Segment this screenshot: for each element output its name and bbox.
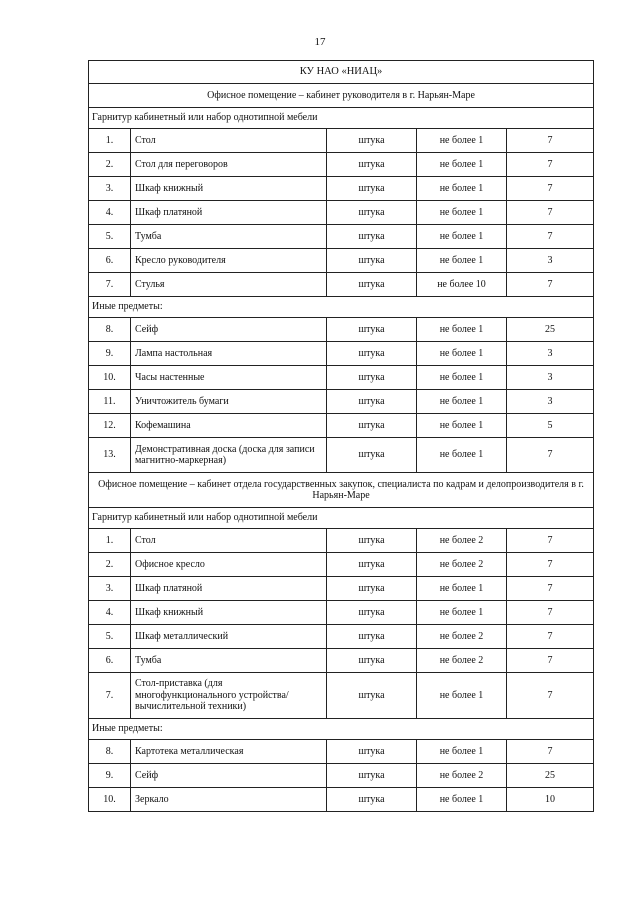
item-unit: штука — [327, 529, 417, 553]
item-name: Лампа настольная — [131, 342, 327, 366]
item-unit: штука — [327, 249, 417, 273]
item-unit: штука — [327, 740, 417, 764]
item-quantity: не более 1 — [417, 342, 507, 366]
item-quantity: не более 1 — [417, 438, 507, 473]
item-term: 3 — [507, 249, 594, 273]
table-row — [89, 577, 594, 601]
group-title: Иные предметы: — [89, 719, 594, 740]
table-row — [89, 740, 594, 764]
item-name: Шкаф книжный — [131, 601, 327, 625]
item-number: 5. — [89, 225, 131, 249]
table-row — [89, 225, 594, 249]
item-number: 8. — [89, 740, 131, 764]
item-term: 7 — [507, 553, 594, 577]
item-name: Стол — [131, 529, 327, 553]
item-term: 7 — [507, 529, 594, 553]
item-quantity: не более 2 — [417, 649, 507, 673]
item-name: Кофемашина — [131, 414, 327, 438]
table-row — [89, 553, 594, 577]
group-row — [89, 508, 594, 529]
table-row — [89, 177, 594, 201]
item-term: 7 — [507, 225, 594, 249]
table-row — [89, 673, 594, 719]
item-number: 13. — [89, 438, 131, 473]
item-term: 7 — [507, 201, 594, 225]
item-name: Стол — [131, 129, 327, 153]
item-quantity: не более 1 — [417, 201, 507, 225]
item-number: 6. — [89, 649, 131, 673]
item-number: 12. — [89, 414, 131, 438]
item-name: Шкаф платяной — [131, 577, 327, 601]
item-unit: штука — [327, 438, 417, 473]
item-unit: штука — [327, 414, 417, 438]
item-number: 4. — [89, 201, 131, 225]
item-quantity: не более 2 — [417, 553, 507, 577]
location-row — [89, 473, 594, 508]
item-name: Сейф — [131, 318, 327, 342]
item-quantity: не более 2 — [417, 529, 507, 553]
item-term: 3 — [507, 366, 594, 390]
item-term: 7 — [507, 673, 594, 719]
item-number: 3. — [89, 177, 131, 201]
item-unit: штука — [327, 764, 417, 788]
item-number: 2. — [89, 153, 131, 177]
group-title: Гарнитур кабинетный или набор однотипной мебели — [89, 508, 594, 529]
table-row — [89, 529, 594, 553]
item-name: Картотека металлическая — [131, 740, 327, 764]
location-row — [89, 84, 594, 108]
item-name: Демонстративная доска (доска для записи магнитно-маркерная) — [131, 438, 327, 473]
table-row — [89, 318, 594, 342]
item-unit: штука — [327, 553, 417, 577]
item-quantity: не более 1 — [417, 577, 507, 601]
item-name: Зеркало — [131, 788, 327, 812]
item-unit: штука — [327, 273, 417, 297]
table-row — [89, 342, 594, 366]
item-number: 6. — [89, 249, 131, 273]
item-quantity: не более 10 — [417, 273, 507, 297]
group-title: Гарнитур кабинетный или набор однотипной мебели — [89, 108, 594, 129]
item-quantity: не более 1 — [417, 673, 507, 719]
item-term: 7 — [507, 438, 594, 473]
item-unit: штука — [327, 601, 417, 625]
item-number: 7. — [89, 273, 131, 297]
item-term: 3 — [507, 342, 594, 366]
group-row — [89, 719, 594, 740]
item-name: Шкаф металлический — [131, 625, 327, 649]
item-unit: штука — [327, 390, 417, 414]
item-number: 7. — [89, 673, 131, 719]
item-number: 1. — [89, 529, 131, 553]
item-name: Тумба — [131, 649, 327, 673]
table-row — [89, 390, 594, 414]
item-term: 7 — [507, 273, 594, 297]
item-term: 10 — [507, 788, 594, 812]
item-term: 25 — [507, 764, 594, 788]
item-name: Тумба — [131, 225, 327, 249]
item-name: Часы настенные — [131, 366, 327, 390]
item-name: Офисное кресло — [131, 553, 327, 577]
item-term: 7 — [507, 625, 594, 649]
table-row — [89, 366, 594, 390]
item-quantity: не более 1 — [417, 788, 507, 812]
item-number: 9. — [89, 342, 131, 366]
table-row — [89, 153, 594, 177]
table-row — [89, 764, 594, 788]
table-row — [89, 249, 594, 273]
item-unit: штука — [327, 129, 417, 153]
item-number: 11. — [89, 390, 131, 414]
table-row — [89, 129, 594, 153]
item-term: 5 — [507, 414, 594, 438]
item-quantity: не более 2 — [417, 764, 507, 788]
item-name: Шкаф книжный — [131, 177, 327, 201]
group-row — [89, 297, 594, 318]
item-name: Кресло руководителя — [131, 249, 327, 273]
location-title: Офисное помещение – кабинет отдела государственных закупок, специалиста по кадрам и делопроизводителя в г. Нарьян-Маре — [89, 473, 594, 508]
item-unit: штука — [327, 577, 417, 601]
item-quantity: не более 1 — [417, 318, 507, 342]
item-unit: штука — [327, 177, 417, 201]
inventory-table — [88, 60, 594, 812]
item-number: 1. — [89, 129, 131, 153]
item-quantity: не более 1 — [417, 601, 507, 625]
inventory-table-body — [89, 61, 594, 812]
item-unit: штука — [327, 201, 417, 225]
table-row — [89, 201, 594, 225]
item-number: 2. — [89, 553, 131, 577]
item-unit: штука — [327, 366, 417, 390]
page-number: 17 — [314, 36, 326, 48]
table-row — [89, 273, 594, 297]
item-number: 3. — [89, 577, 131, 601]
table-row — [89, 788, 594, 812]
item-quantity: не более 1 — [417, 740, 507, 764]
item-name: Сейф — [131, 764, 327, 788]
item-term: 7 — [507, 129, 594, 153]
item-quantity: не более 1 — [417, 129, 507, 153]
item-term: 7 — [507, 649, 594, 673]
item-unit: штука — [327, 225, 417, 249]
item-unit: штука — [327, 342, 417, 366]
item-name: Стол для переговоров — [131, 153, 327, 177]
item-quantity: не более 1 — [417, 366, 507, 390]
item-term: 25 — [507, 318, 594, 342]
item-unit: штука — [327, 153, 417, 177]
item-unit: штука — [327, 788, 417, 812]
item-quantity: не более 1 — [417, 390, 507, 414]
item-quantity: не более 1 — [417, 414, 507, 438]
item-term: 7 — [507, 601, 594, 625]
table-row — [89, 601, 594, 625]
item-number: 4. — [89, 601, 131, 625]
item-unit: штука — [327, 673, 417, 719]
item-number: 5. — [89, 625, 131, 649]
location-title: Офисное помещение – кабинет руководителя в г. Нарьян-Маре — [89, 84, 594, 108]
item-term: 7 — [507, 177, 594, 201]
item-quantity: не более 1 — [417, 177, 507, 201]
item-term: 7 — [507, 153, 594, 177]
org-title-row — [89, 61, 594, 84]
table-row — [89, 438, 594, 473]
group-row — [89, 108, 594, 129]
item-term: 3 — [507, 390, 594, 414]
item-quantity: не более 2 — [417, 625, 507, 649]
item-name: Уничтожитель бумаги — [131, 390, 327, 414]
item-unit: штука — [327, 625, 417, 649]
group-title: Иные предметы: — [89, 297, 594, 318]
item-quantity: не более 1 — [417, 249, 507, 273]
item-term: 7 — [507, 740, 594, 764]
item-term: 7 — [507, 577, 594, 601]
table-row — [89, 625, 594, 649]
item-unit: штука — [327, 649, 417, 673]
item-number: 9. — [89, 764, 131, 788]
item-number: 8. — [89, 318, 131, 342]
org-title: КУ НАО «НИАЦ» — [89, 61, 594, 84]
item-unit: штука — [327, 318, 417, 342]
item-quantity: не более 1 — [417, 225, 507, 249]
item-name: Шкаф платяной — [131, 201, 327, 225]
table-row — [89, 414, 594, 438]
item-quantity: не более 1 — [417, 153, 507, 177]
item-name: Стол-приставка (для многофункционального устройства/вычислительной техники) — [131, 673, 327, 719]
item-number: 10. — [89, 788, 131, 812]
table-row — [89, 649, 594, 673]
item-number: 10. — [89, 366, 131, 390]
item-name: Стулья — [131, 273, 327, 297]
